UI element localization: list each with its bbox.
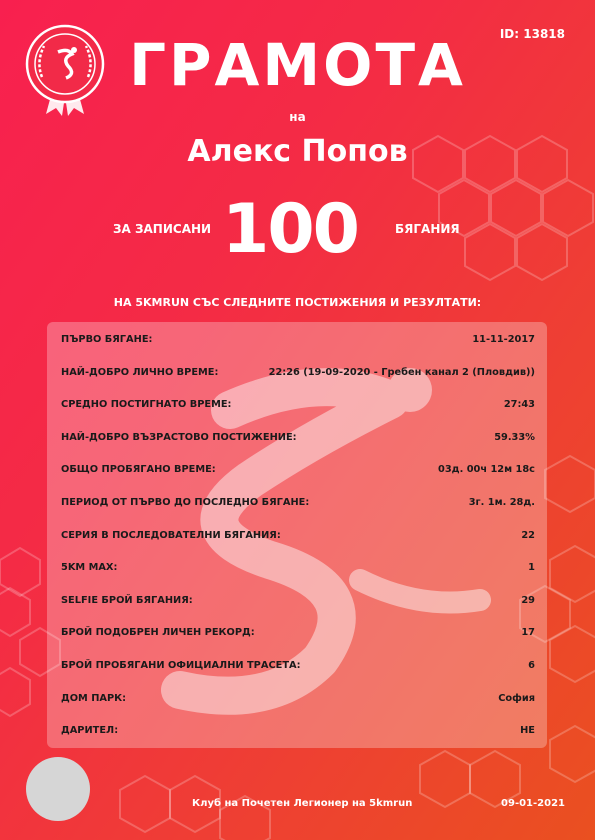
stat-row xyxy=(57,520,539,553)
stat-row xyxy=(57,357,539,390)
stat-value: 59.33% xyxy=(494,431,535,443)
page-title: ГРАМОТА xyxy=(129,31,466,99)
stat-label: ПЕРИОД ОТ ПЪРВО ДО ПОСЛЕДНО БЯГАНЕ: xyxy=(61,496,310,508)
stat-row xyxy=(57,585,539,618)
stat-value: 27:43 xyxy=(503,399,535,411)
stat-row xyxy=(57,324,539,357)
stat-row xyxy=(57,487,539,520)
run-count: 100 xyxy=(222,190,358,269)
stat-label: БРОЙ ПРОБЯГАНИ ОФИЦИАЛНИ ТРАСЕТА: xyxy=(61,659,301,671)
avatar xyxy=(26,757,90,821)
stat-label: ОБЩО ПРОБЯГАНО ВРЕМЕ: xyxy=(61,464,216,476)
stat-row xyxy=(57,552,539,585)
club-footer: Клуб на Почетен Легионер на 5kmrun xyxy=(192,798,413,809)
stat-value: 17 xyxy=(521,627,535,639)
stat-value: София xyxy=(498,692,535,704)
stat-row xyxy=(57,715,539,748)
stat-label: БРОЙ ПОДОБРЕН ЛИЧЕН РЕКОРД: xyxy=(61,627,255,639)
stat-value: 03д. 00ч 12м 18с xyxy=(438,464,535,476)
achievements-intro: НА 5KMRUN СЪС СЛЕДНИТЕ ПОСТИЖЕНИЯ И РЕЗУЛТАТИ: xyxy=(113,296,482,309)
stat-row xyxy=(57,617,539,650)
stat-row xyxy=(57,650,539,683)
stat-label: SELFIE БРОЙ БЯГАНИЯ: xyxy=(61,594,193,606)
stat-label: ДОМ ПАРК: xyxy=(61,692,127,704)
stat-row xyxy=(57,683,539,716)
stat-value: 29 xyxy=(521,594,535,606)
stat-row xyxy=(57,389,539,422)
runs-label: БЯГАНИЯ xyxy=(395,222,460,236)
run-count-row xyxy=(0,180,595,280)
for-label: ЗА ЗАПИСАНИ xyxy=(113,222,212,236)
stat-value: 6 xyxy=(528,659,535,671)
stat-value: 1 xyxy=(528,562,535,574)
stat-label: НАЙ-ДОБРО ВЪЗРАСТОВО ПОСТИЖЕНИЕ: xyxy=(61,431,297,443)
stat-value: 11-11-2017 xyxy=(472,334,535,345)
stat-label: ДАРИТЕЛ: xyxy=(61,725,119,737)
certificate-id: ID: 13818 xyxy=(499,27,565,41)
stat-label: НАЙ-ДОБРО ЛИЧНО ВРЕМЕ: xyxy=(61,366,219,378)
issue-date: 09-01-2021 xyxy=(501,798,565,809)
of-label: на xyxy=(289,110,306,124)
stat-label: 5KM MAX: xyxy=(61,562,118,574)
stats-list xyxy=(57,324,539,748)
stat-value: 22 xyxy=(521,529,535,541)
stat-value: 22:26 (19-09-2020 - Гребен канал 2 (Пловдив)) xyxy=(268,366,535,378)
stat-label: ПЪРВО БЯГАНЕ: xyxy=(61,334,153,345)
stat-label: СРЕДНО ПОСТИГНАТО ВРЕМЕ: xyxy=(61,399,232,411)
stat-value: 3г. 1м. 28д. xyxy=(468,496,535,508)
stat-row xyxy=(57,454,539,487)
stat-label: СЕРИЯ В ПОСЛЕДОВАТЕЛНИ БЯГАНИЯ: xyxy=(61,529,281,541)
recipient-name: Алекс Попов xyxy=(187,134,408,169)
stat-value: НЕ xyxy=(520,725,535,737)
stat-row xyxy=(57,422,539,455)
